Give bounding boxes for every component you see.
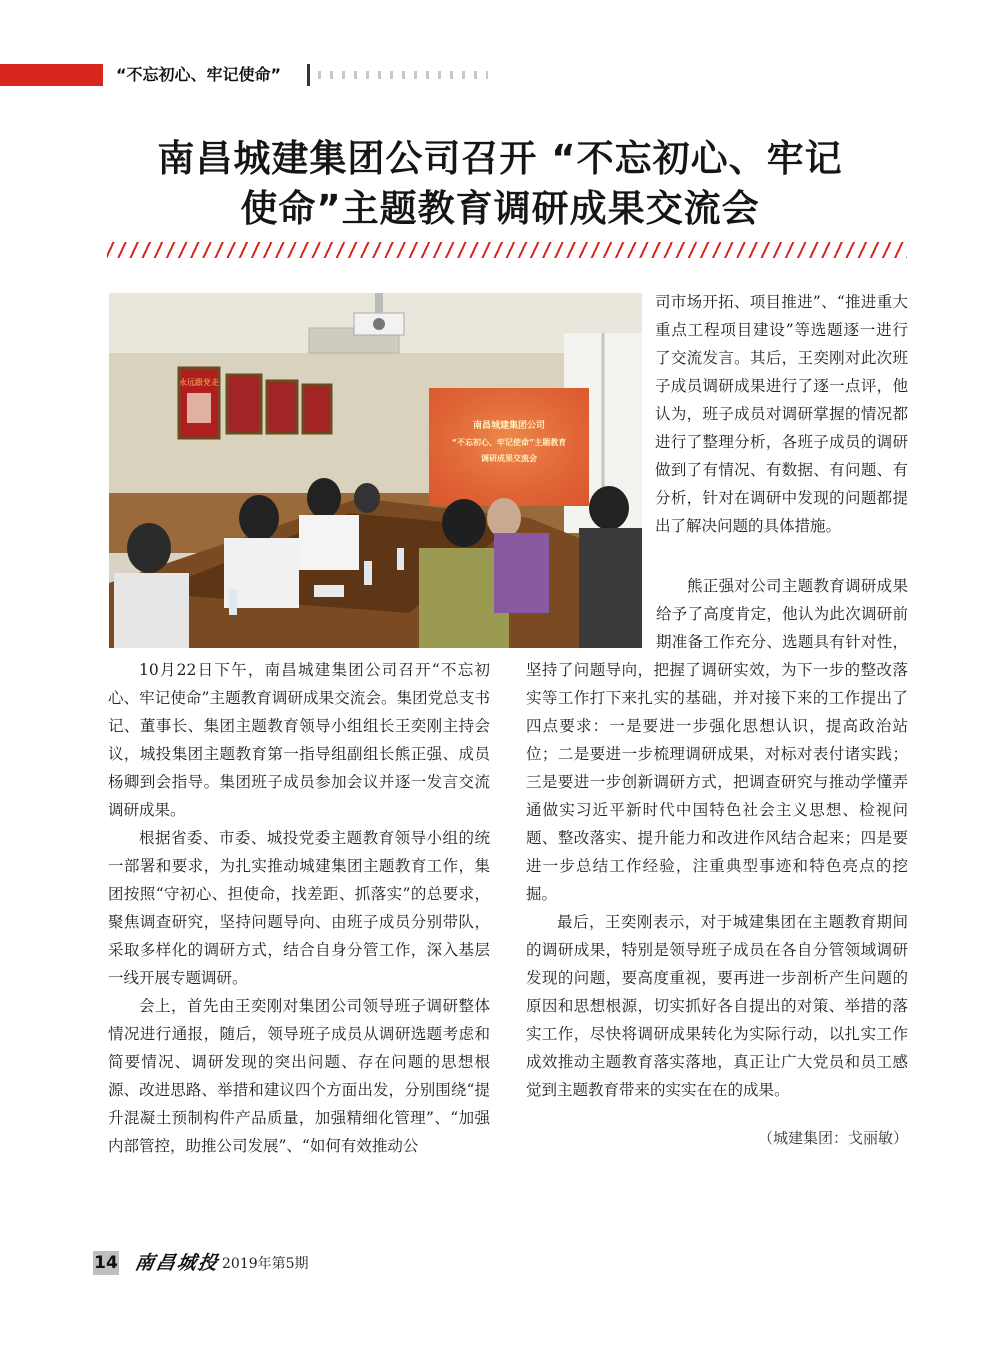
- magazine-logo: 南昌城投: [133, 1252, 221, 1274]
- byline: （城建集团：戈丽敏）: [757, 1129, 908, 1147]
- header-red-bar: [0, 64, 103, 86]
- projection-screen: [429, 388, 589, 506]
- paragraph: 会上，首先由王奕刚对集团公司领导班子调研整体情况进行通报，随后，领导班子成员从调研选题考虑和简要情况、调研发现的突出问题、存在问题的思想根源、改进思路、举措和建议四个方面出发，分别围绕“提升混凝土预制构件产品质量，加强精细化管理”、“加强内部管控，助推公司发展”、“如何有效推动公: [108, 997, 490, 1155]
- paragraph: 最后，王奕刚表示，对于城建集团在主题教育期间的调研成果，特别是领导班子成员在各自分管领域调研发现的问题，要高度重视，要再进一步剖析产生问题的原因和思想根源，切实抓好各自提出的对策、举措的落实工作，尽快将调研成果转化为实际行动，以扎实工作成效推动主题教育落实落地，真正让广大党员和员工感觉到主题教育带来的实实在在的成果。: [526, 913, 908, 1099]
- article-text-right-top: [655, 288, 908, 540]
- page-number: 14: [94, 1253, 118, 1273]
- article-title: [100, 134, 900, 234]
- paragraph: 10月22日下午，南昌城建集团公司召开“不忘初心、牢记使命”主题教育调研成果交流会。集团党总支书记、董事长、集团主题教育领导小组组长王奕刚主持会议，城投集团主题教育第一指导组副组长熊正强、成员杨卿到会指导。集团班子成员参加会议并逐一发言交流调研成果。: [108, 661, 490, 819]
- header-divider: [307, 64, 310, 86]
- header-dotted-rule: [318, 71, 488, 79]
- issue-label: 2019年第5期: [222, 1256, 309, 1272]
- screen-line3: 调研成果交流会: [481, 454, 537, 463]
- screen-line1: 南昌城建集团公司: [472, 421, 546, 431]
- article-title-line1: 南昌城建集团公司召开 “不忘初心、牢记: [157, 137, 843, 180]
- paragraph: 根据省委、市委、城投党委主题教育领导小组的统一部署和要求，为扎实推动城建集团主题教育工作，集团按照“守初心、担使命，找差距、抓落实”的总要求，聚焦调查研究，坚持问题导向、由班子成员分别带队，采取多样化的调研方式，结合自身分管工作，深入基层一线开展专题调研。: [108, 829, 490, 987]
- paragraph: 司市场开拓、项目推进”、“推进重大重点工程项目建设”等选题逐一进行了交流发言。其后，王奕刚对此次班子成员调研成果进行了逐一点评，他认为，班子成员对调研掌握的情况都进行了整理分析，各班子成员的调研做到了有情况、有数据、有问题、有分析，针对在调研中发现的问题都提出了解决问题的具体措施。: [655, 293, 908, 535]
- article-text-right: [526, 572, 908, 1104]
- wall-board: [179, 368, 219, 438]
- wall-board-label: 永远跟党走: [179, 378, 219, 387]
- section-label: “不忘初心、牢记使命”: [116, 65, 282, 84]
- paragraph: 熊正强对公司主题教育调研成果给予了高度肯定，他认为此次调研前期准备工作充分、选题具有针对性，坚持了问题导向，把握了调研实效，为下一步的整改落实等工作打下来扎实的基础，并对接下来的工作提出了四点要求：一是要进一步强化思想认识，提高政治站位；二是要进一步梳理调研成果，对标对表付诸实践；三是要进一步创新调研方式，把调查研究与推动学懂弄通做实习近平新时代中国特色社会主义思想、检视问题、整改落实、提升能力和改进作风结合起来；四是要进一步总结工作经验，注重典型事迹和特色亮点的挖掘。: [526, 577, 908, 903]
- article-title-line2: 使命”主题教育调研成果交流会: [240, 187, 760, 230]
- title-hatch-divider: [107, 242, 907, 258]
- photo-wrap-spacer: [526, 572, 656, 656]
- article-text-left: [108, 656, 490, 1160]
- screen-line2: “不忘初心、牢记使命”主题教育: [451, 438, 567, 447]
